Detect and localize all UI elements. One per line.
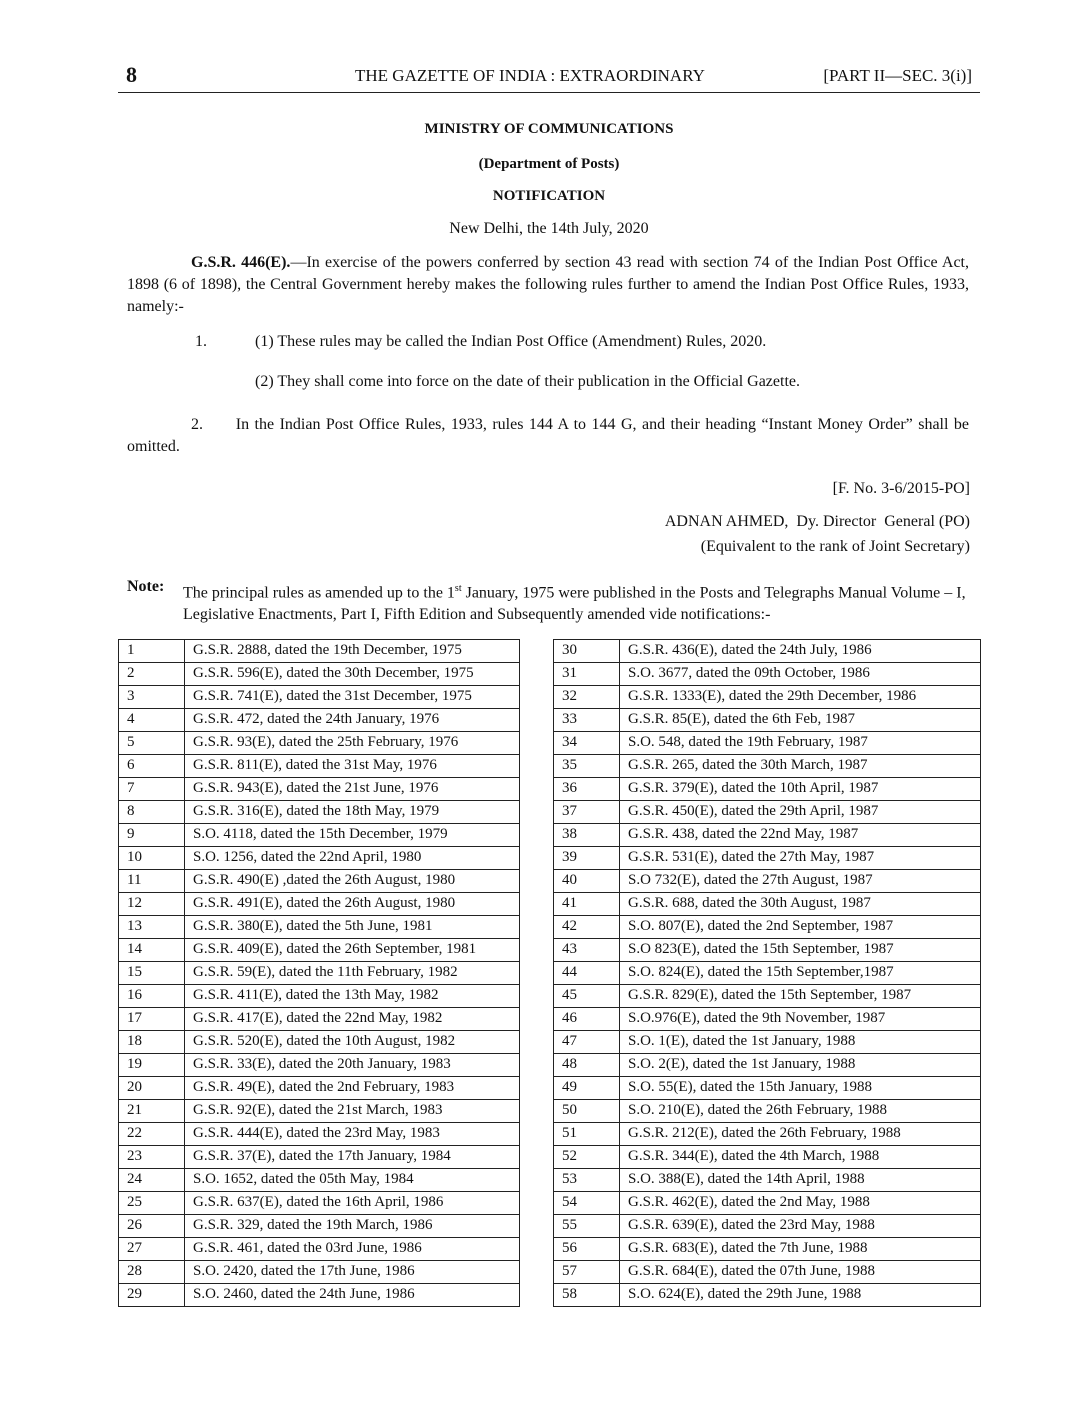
table-row xyxy=(554,732,981,755)
table-row xyxy=(119,1077,520,1100)
notification-cell: G.S.R. 344(E), dated the 4th March, 1988 xyxy=(620,1146,981,1169)
notification-cell: G.S.R. 461, dated the 03rd June, 1986 xyxy=(185,1238,520,1261)
table-row xyxy=(554,824,981,847)
notification-cell: G.S.R. 411(E), dated the 13th May, 1982 xyxy=(185,985,520,1008)
serial-number-cell: 47 xyxy=(554,1031,620,1054)
notification-cell: G.S.R. 329, dated the 19th March, 1986 xyxy=(185,1215,520,1238)
notification-cell: S.O. 824(E), dated the 15th September,1987 xyxy=(620,962,981,985)
notification-cell: G.S.R. 316(E), dated the 18th May, 1979 xyxy=(185,801,520,824)
notification-cell: G.S.R. 943(E), dated the 21st June, 1976 xyxy=(185,778,520,801)
notification-cell: S.O. 3677, dated the 09th October, 1986 xyxy=(620,663,981,686)
table-row xyxy=(554,709,981,732)
notification-cell: S.O. 1652, dated the 05th May, 1984 xyxy=(185,1169,520,1192)
serial-number-cell: 30 xyxy=(554,640,620,663)
rule-2-paragraph: 2. In the Indian Post Office Rules, 1933, rules 144 A to 144 G, and their heading “Instant Money Order” shall be omitted. xyxy=(127,416,973,455)
note-text: The principal rules as amended up to the 1st January, 1975 were published in the Posts and Telegraphs Manual Volume – I, Legislative Enactments, Part I, Fifth Edition and Subsequently amended vide notifications:- xyxy=(183,583,966,624)
table-row xyxy=(119,640,520,663)
table-row xyxy=(554,1238,981,1261)
table-row xyxy=(119,1238,520,1261)
table-row xyxy=(554,1169,981,1192)
notification-cell: G.S.R. 2888, dated the 19th December, 1975 xyxy=(185,640,520,663)
notification-cell: S.O. 548, dated the 19th February, 1987 xyxy=(620,732,981,755)
table-row xyxy=(554,1192,981,1215)
serial-number-cell: 28 xyxy=(119,1261,185,1284)
notification-cell: G.S.R. 409(E), dated the 26th September, 1981 xyxy=(185,939,520,962)
table-row xyxy=(119,1169,520,1192)
note-label: Note: xyxy=(127,578,165,595)
serial-number-cell: 37 xyxy=(554,801,620,824)
serial-number-cell: 21 xyxy=(119,1100,185,1123)
serial-number-cell: 11 xyxy=(119,870,185,893)
table-row xyxy=(119,824,520,847)
notification-cell: S.O. 624(E), dated the 29th June, 1988 xyxy=(620,1284,981,1307)
serial-number-cell: 2 xyxy=(119,663,185,686)
notification-cell: S.O. 55(E), dated the 15th January, 1988 xyxy=(620,1077,981,1100)
serial-number-cell: 31 xyxy=(554,663,620,686)
serial-number-cell: 34 xyxy=(554,732,620,755)
notification-cell: S.O. 4118, dated the 15th December, 1979 xyxy=(185,824,520,847)
notification-cell: S.O. 388(E), dated the 14th April, 1988 xyxy=(620,1169,981,1192)
serial-number-cell: 7 xyxy=(119,778,185,801)
table-row xyxy=(119,1054,520,1077)
serial-number-cell: 43 xyxy=(554,939,620,962)
table-row xyxy=(554,1261,981,1284)
notification-cell: G.S.R. 829(E), dated the 15th September, 1987 xyxy=(620,985,981,1008)
serial-number-cell: 45 xyxy=(554,985,620,1008)
notification-cell: G.S.R. 33(E), dated the 20th January, 1983 xyxy=(185,1054,520,1077)
table-row xyxy=(119,1031,520,1054)
table-row xyxy=(554,916,981,939)
notification-cell: G.S.R. 741(E), dated the 31st December, 1975 xyxy=(185,686,520,709)
page-number: 8 xyxy=(126,62,137,87)
table-row xyxy=(554,1008,981,1031)
table-row xyxy=(554,1100,981,1123)
table-row xyxy=(119,1192,520,1215)
serial-number-cell: 12 xyxy=(119,893,185,916)
serial-number-cell: 27 xyxy=(119,1238,185,1261)
table-row xyxy=(554,985,981,1008)
notification-cell: G.S.R. 462(E), dated the 2nd May, 1988 xyxy=(620,1192,981,1215)
table-row xyxy=(554,939,981,962)
notification-cell: G.S.R. 1333(E), dated the 29th December, 1986 xyxy=(620,686,981,709)
table-row xyxy=(554,1146,981,1169)
serial-number-cell: 20 xyxy=(119,1077,185,1100)
serial-number-cell: 24 xyxy=(119,1169,185,1192)
gazette-part: [PART II—SEC. 3(i)] xyxy=(823,66,972,85)
table-row xyxy=(554,1123,981,1146)
table-row xyxy=(554,640,981,663)
notification-cell: G.S.R. 490(E) ,dated the 26th August, 1980 xyxy=(185,870,520,893)
table-row xyxy=(119,801,520,824)
table-row xyxy=(119,663,520,686)
serial-number-cell: 3 xyxy=(119,686,185,709)
serial-number-cell: 41 xyxy=(554,893,620,916)
serial-number-cell: 40 xyxy=(554,870,620,893)
serial-number-cell: 52 xyxy=(554,1146,620,1169)
table-row xyxy=(119,732,520,755)
table-row xyxy=(119,985,520,1008)
notification-heading: NOTIFICATION xyxy=(492,188,606,204)
table-row xyxy=(554,686,981,709)
serial-number-cell: 8 xyxy=(119,801,185,824)
table-row xyxy=(554,962,981,985)
notification-cell: G.S.R. 212(E), dated the 26th February, 1988 xyxy=(620,1123,981,1146)
table-row xyxy=(554,1284,981,1307)
notification-cell: G.S.R. 520(E), dated the 10th August, 1982 xyxy=(185,1031,520,1054)
serial-number-cell: 4 xyxy=(119,709,185,732)
signatory: ADNAN AHMED, Dy. Director General (PO) xyxy=(664,513,970,530)
table-row xyxy=(554,1077,981,1100)
serial-number-cell: 55 xyxy=(554,1215,620,1238)
department-heading: (Department of Posts) xyxy=(478,156,620,172)
serial-number-cell: 36 xyxy=(554,778,620,801)
serial-number-cell: 16 xyxy=(119,985,185,1008)
serial-number-cell: 57 xyxy=(554,1261,620,1284)
notification-cell: G.S.R. 683(E), dated the 7th June, 1988 xyxy=(620,1238,981,1261)
notification-cell: G.S.R. 93(E), dated the 25th February, 1976 xyxy=(185,732,520,755)
rule-1-subrule-2: (2) They shall come into force on the date of their publication in the Official Gazette. xyxy=(255,373,800,390)
table-row xyxy=(119,893,520,916)
amendments-table-right xyxy=(553,639,981,1307)
table-row xyxy=(119,1261,520,1284)
table-row xyxy=(119,847,520,870)
notification-cell: G.S.R. 444(E), dated the 23rd May, 1983 xyxy=(185,1123,520,1146)
table-row xyxy=(554,801,981,824)
serial-number-cell: 14 xyxy=(119,939,185,962)
amendments-table-left xyxy=(118,639,520,1307)
serial-number-cell: 29 xyxy=(119,1284,185,1307)
serial-number-cell: 9 xyxy=(119,824,185,847)
notification-cell: G.S.R. 596(E), dated the 30th December, 1975 xyxy=(185,663,520,686)
table-row xyxy=(119,1008,520,1031)
header-divider xyxy=(118,92,980,93)
serial-number-cell: 19 xyxy=(119,1054,185,1077)
table-row xyxy=(119,870,520,893)
table-row xyxy=(554,847,981,870)
notification-cell: S.O 732(E), dated the 27th August, 1987 xyxy=(620,870,981,893)
table-row xyxy=(119,1146,520,1169)
table-row xyxy=(119,778,520,801)
gsr-reference: G.S.R. 446(E). xyxy=(191,254,291,271)
table-row xyxy=(554,663,981,686)
table-row xyxy=(119,1123,520,1146)
serial-number-cell: 49 xyxy=(554,1077,620,1100)
serial-number-cell: 5 xyxy=(119,732,185,755)
notification-cell: G.S.R. 37(E), dated the 17th January, 1984 xyxy=(185,1146,520,1169)
notification-cell: G.S.R. 811(E), dated the 31st May, 1976 xyxy=(185,755,520,778)
signatory-rank: (Equivalent to the rank of Joint Secretary) xyxy=(700,538,970,555)
file-number: [F. No. 3-6/2015-PO] xyxy=(832,480,970,497)
serial-number-cell: 1 xyxy=(119,640,185,663)
serial-number-cell: 50 xyxy=(554,1100,620,1123)
notification-cell: G.S.R. 380(E), dated the 5th June, 1981 xyxy=(185,916,520,939)
table-row xyxy=(554,870,981,893)
serial-number-cell: 54 xyxy=(554,1192,620,1215)
notification-cell: G.S.R. 438, dated the 22nd May, 1987 xyxy=(620,824,981,847)
serial-number-cell: 42 xyxy=(554,916,620,939)
notification-cell: G.S.R. 531(E), dated the 27th May, 1987 xyxy=(620,847,981,870)
serial-number-cell: 44 xyxy=(554,962,620,985)
preamble-text: —In exercise of the powers conferred by section 43 read with section 74 of the Indian Post Office Act, 1898 (6 of 1898), the Central Government hereby makes the following rules further to amend the Indian Post Office Rules, 1933, namely:- xyxy=(127,254,969,315)
table-row xyxy=(554,1031,981,1054)
notification-cell: G.S.R. 684(E), dated the 07th June, 1988 xyxy=(620,1261,981,1284)
rule-1-subrule-1: (1) These rules may be called the Indian Post Office (Amendment) Rules, 2020. xyxy=(255,333,767,350)
table-row xyxy=(119,1100,520,1123)
notification-cell: G.S.R. 436(E), dated the 24th July, 1986 xyxy=(620,640,981,663)
serial-number-cell: 18 xyxy=(119,1031,185,1054)
serial-number-cell: 17 xyxy=(119,1008,185,1031)
notification-cell: G.S.R. 265, dated the 30th March, 1987 xyxy=(620,755,981,778)
notification-cell: G.S.R. 472, dated the 24th January, 1976 xyxy=(185,709,520,732)
notification-cell: S.O. 210(E), dated the 26th February, 1988 xyxy=(620,1100,981,1123)
preamble-paragraph xyxy=(127,252,969,318)
serial-number-cell: 38 xyxy=(554,824,620,847)
notification-cell: S.O 823(E), dated the 15th September, 1987 xyxy=(620,939,981,962)
notification-cell: S.O. 2420, dated the 17th June, 1986 xyxy=(185,1261,520,1284)
notification-cell: G.S.R. 379(E), dated the 10th April, 1987 xyxy=(620,778,981,801)
note-superscript: st xyxy=(454,583,462,594)
table-row xyxy=(119,1215,520,1238)
table-row xyxy=(119,709,520,732)
notification-cell: S.O. 1(E), dated the 1st January, 1988 xyxy=(620,1031,981,1054)
table-row xyxy=(119,686,520,709)
notification-cell: G.S.R. 92(E), dated the 21st March, 1983 xyxy=(185,1100,520,1123)
serial-number-cell: 25 xyxy=(119,1192,185,1215)
serial-number-cell: 33 xyxy=(554,709,620,732)
ministry-heading: MINISTRY OF COMMUNICATIONS xyxy=(424,121,674,137)
serial-number-cell: 39 xyxy=(554,847,620,870)
table-row xyxy=(554,1054,981,1077)
serial-number-cell: 15 xyxy=(119,962,185,985)
rule-1-number: 1. xyxy=(195,333,207,350)
table-row xyxy=(554,893,981,916)
notification-cell: S.O. 2(E), dated the 1st January, 1988 xyxy=(620,1054,981,1077)
date-line: New Delhi, the 14th July, 2020 xyxy=(449,220,649,237)
notification-cell: S.O. 1256, dated the 22nd April, 1980 xyxy=(185,847,520,870)
notification-cell: S.O.976(E), dated the 9th November, 1987 xyxy=(620,1008,981,1031)
serial-number-cell: 26 xyxy=(119,1215,185,1238)
table-row xyxy=(554,1215,981,1238)
table-row xyxy=(119,939,520,962)
serial-number-cell: 53 xyxy=(554,1169,620,1192)
serial-number-cell: 58 xyxy=(554,1284,620,1307)
table-row xyxy=(554,755,981,778)
notification-cell: G.S.R. 688, dated the 30th August, 1987 xyxy=(620,893,981,916)
serial-number-cell: 6 xyxy=(119,755,185,778)
serial-number-cell: 48 xyxy=(554,1054,620,1077)
table-row xyxy=(119,962,520,985)
serial-number-cell: 13 xyxy=(119,916,185,939)
notification-cell: G.S.R. 491(E), dated the 26th August, 1980 xyxy=(185,893,520,916)
notification-cell: G.S.R. 417(E), dated the 22nd May, 1982 xyxy=(185,1008,520,1031)
notification-cell: G.S.R. 637(E), dated the 16th April, 1986 xyxy=(185,1192,520,1215)
notification-cell: G.S.R. 59(E), dated the 11th February, 1982 xyxy=(185,962,520,985)
gazette-title: THE GAZETTE OF INDIA : EXTRAORDINARY xyxy=(355,66,705,85)
table-row xyxy=(119,755,520,778)
table-row xyxy=(554,778,981,801)
notification-cell: S.O. 807(E), dated the 2nd September, 1987 xyxy=(620,916,981,939)
serial-number-cell: 46 xyxy=(554,1008,620,1031)
notification-cell: G.S.R. 450(E), dated the 29th April, 1987 xyxy=(620,801,981,824)
serial-number-cell: 10 xyxy=(119,847,185,870)
notification-cell: G.S.R. 85(E), dated the 6th Feb, 1987 xyxy=(620,709,981,732)
serial-number-cell: 22 xyxy=(119,1123,185,1146)
serial-number-cell: 35 xyxy=(554,755,620,778)
serial-number-cell: 23 xyxy=(119,1146,185,1169)
notification-cell: G.S.R. 639(E), dated the 23rd May, 1988 xyxy=(620,1215,981,1238)
serial-number-cell: 32 xyxy=(554,686,620,709)
notification-cell: S.O. 2460, dated the 24th June, 1986 xyxy=(185,1284,520,1307)
notification-cell: G.S.R. 49(E), dated the 2nd February, 1983 xyxy=(185,1077,520,1100)
table-row xyxy=(119,1284,520,1307)
table-row xyxy=(119,916,520,939)
serial-number-cell: 51 xyxy=(554,1123,620,1146)
serial-number-cell: 56 xyxy=(554,1238,620,1261)
